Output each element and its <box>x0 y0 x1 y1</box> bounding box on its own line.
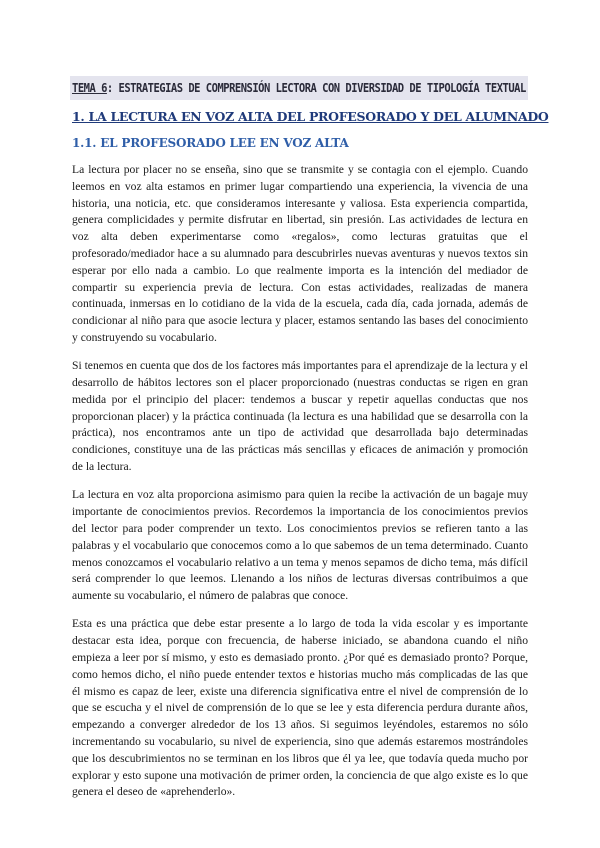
paragraph-4: Esta es una práctica que debe estar presente a lo largo de toda la vida escolar y es importante destacar esta idea, porque con frecuencia, de haberse iniciado, se abandona cuando el niño empieza a leer por sí mismo, y esto es demasiado pronto. ¿Por qué es demasiado pronto? Porque, como hemos dicho, el niño puede entender textos e historias mucho más complicadas de las que él mismo es capaz de leer, existe una diferencia significativa entre el nivel de comprensión de lo que se escucha y el nivel de comprensión de lo que se lee y esta diferencia perdura durante años, empezando a converger alrededor de los 13 años. Si seguimos leyéndoles, estaremos no sólo incrementando su vocabulario, su nivel de experiencia, sino que además estaremos mostrándoles que los descubrimientos no se terminan en los libros que él ya lee, que todavía queda mucho por explorar y esto supone una motivación de primer orden, la conciencia de que algo existe es lo que genera el deseo de «aprehenderlo». <box>72 617 528 799</box>
subsection-heading: 1.1. EL PROFESORADO LEE EN VOZ ALTA <box>72 136 349 150</box>
paragraph-1: La lectura por placer no se enseña, sino que se transmite y se contagia con el ejemplo. Cuando leemos en voz alta estamos en primer lugar compartiendo una experiencia, la vivencia de una historia, una noticia, etc. que consideramos interesante y valiosa. Esta experiencia compartida, genera complicidades y permite disfrutar en libertad, sin presión. Las actividades de lectura en voz alta deben experimentarse como «regalos», como lecturas gratuitas que el profesorado/mediador hace a su alumnado para descubrirles nuevas aventuras y nuevos textos sin esperar por ello nada a cambio. Lo que realmente importa es la intención del mediador de compartir su experiencia previa de lectura. Con estas actividades, realizadas de manera continuada, inmersas en lo cotidiano de la vida de la escuela, cada día, cada jornada, además de condicionar al niño para que asocie lectura y placer, estamos sentando las bases del conocimiento y construyendo su vocabulario. <box>72 163 528 344</box>
title-text: : ESTRATEGIAS DE COMPRENSIÓN LECTORA CON DIVERSIDAD DE TIPOLOGÍA TEXTUAL <box>106 80 526 95</box>
section-heading: 1. LA LECTURA EN VOZ ALTA DEL PROFESORADO Y DEL ALUMNADO <box>72 109 549 124</box>
title-label: TEMA 6 <box>72 80 107 95</box>
page-title <box>72 78 526 98</box>
paragraph-3: La lectura en voz alta proporciona asimismo para quien la recibe la activación de un bagaje muy importante de conocimientos previos. Recordemos la importancia de los conocimientos previos del lector para poder comprender un texto. Los conocimientos previos se refieren tanto a las palabras y el vocabulario que conocemos como a lo que sabemos de un tema determinado. Cuanto menos conozcamos el vocabulario relativo a un tema y menos sepamos de dicho tema, más difícil será comprender lo que leemos. Llenando a los niños de lecturas diversas contribuimos a que aumente su vocabulario, el número de palabras que conoce. <box>72 488 528 603</box>
body-text <box>72 162 528 813</box>
paragraph-2: Si tenemos en cuenta que dos de los factores más importantes para el aprendizaje de la lectura y el desarrollo de hábitos lectores son el placer proporcionado (nuestras conductas se rigen en gran medida por el principio del placer: tendemos a buscar y repetir aquellas conductas que nos proporcionan placer) y la práctica continuada (la lectura es una habilidad que se desarrolla con la práctica), nos encontramos ante un tipo de actividad que desarrollada bajo determinadas condiciones, constituye una de las prácticas más sencillas y eficaces de animación y promoción de la lectura. <box>72 359 528 474</box>
